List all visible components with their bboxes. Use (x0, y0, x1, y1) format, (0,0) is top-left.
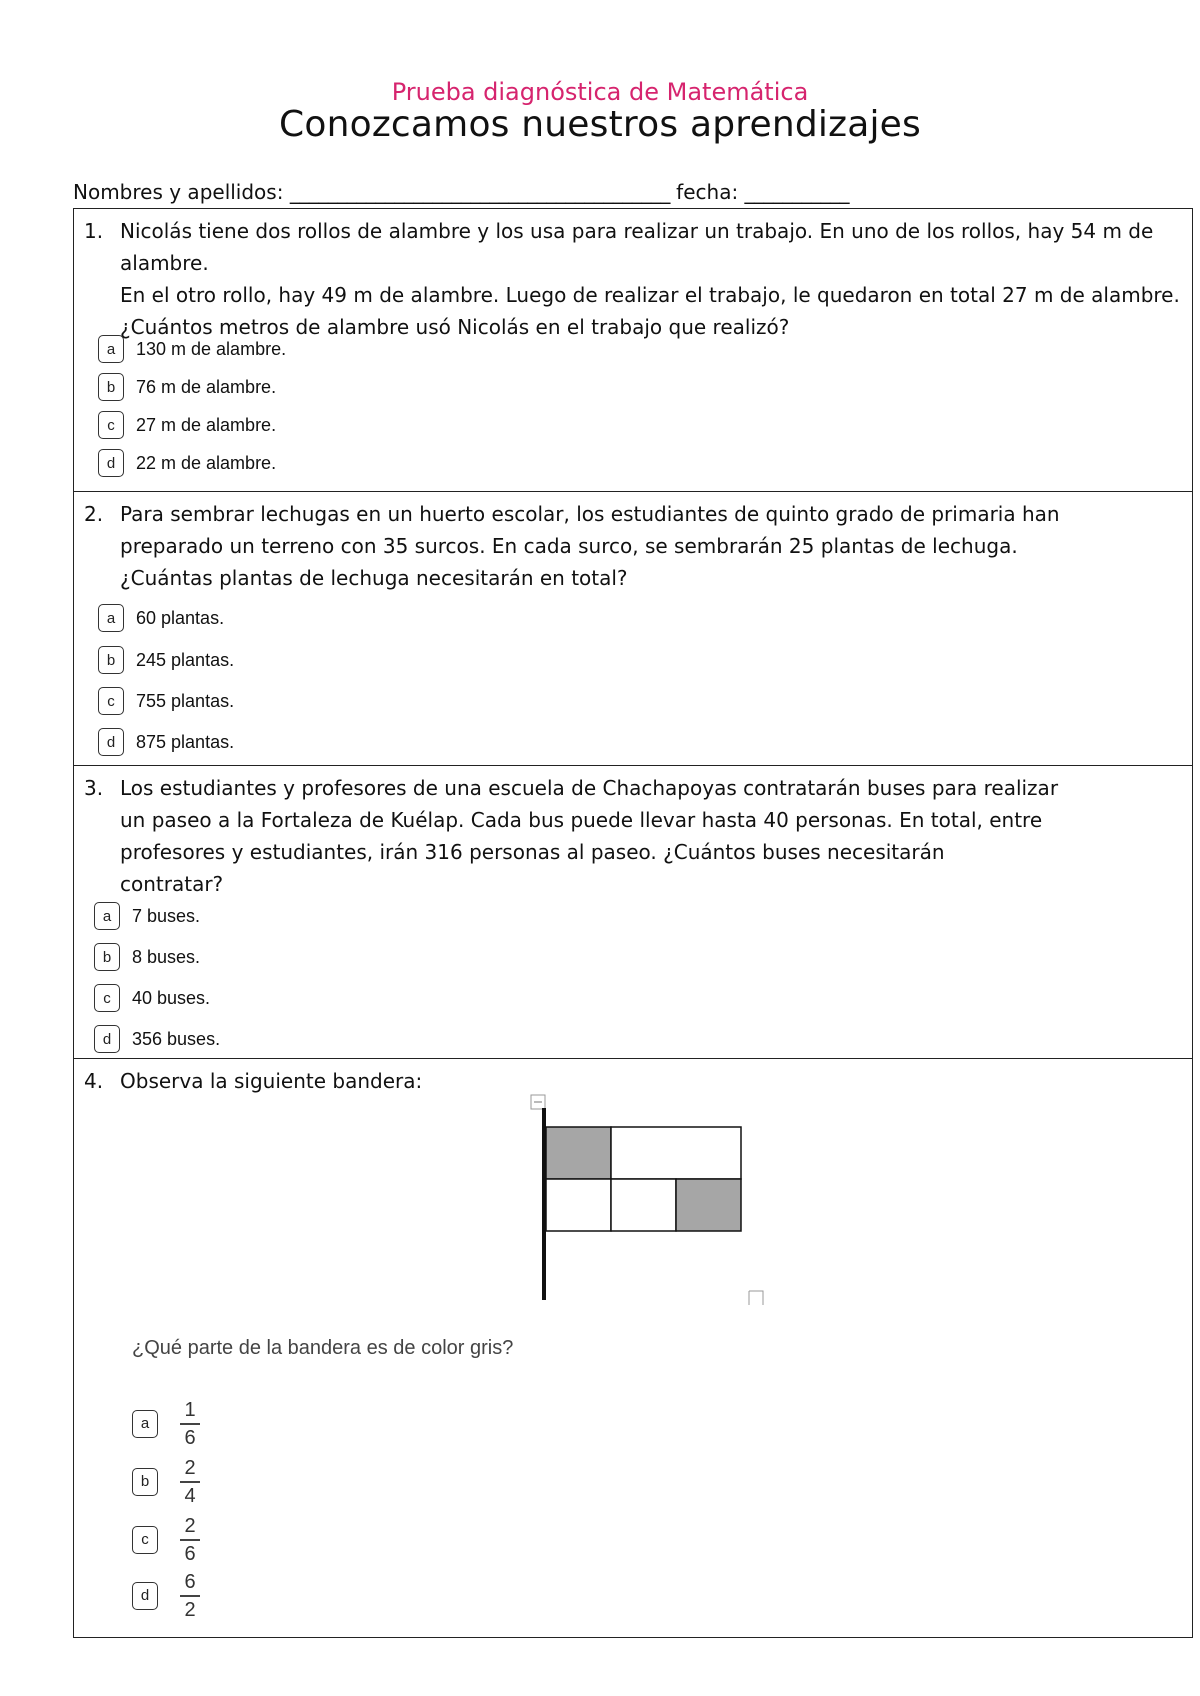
option-b[interactable] (98, 646, 234, 674)
question-line: Observa la siguiente bandera: (120, 1069, 423, 1093)
option-letter: d (94, 1025, 120, 1053)
question-line: En el otro rollo, hay 49 m de alambre. Luego de realizar el trabajo, le quedaron en total 27 m de alambre. (120, 283, 1180, 307)
option-d[interactable] (94, 1025, 220, 1053)
option-text: 875 plantas. (136, 731, 235, 752)
resize-handle-icon[interactable] (749, 1291, 763, 1305)
option-c[interactable] (98, 411, 276, 439)
question-text (120, 1065, 422, 1097)
option-text: 60 plantas. (136, 607, 225, 628)
option-a[interactable] (98, 604, 224, 632)
option-text: 40 buses. (132, 987, 211, 1008)
option-letter: b (98, 373, 124, 401)
option-c[interactable] (98, 687, 234, 715)
numerator: 2 (184, 1457, 196, 1479)
flag-cell-white (546, 1179, 611, 1231)
flag-cell-white (611, 1127, 741, 1179)
option-letter: a (132, 1410, 158, 1438)
question-text (120, 215, 1192, 343)
question-line: Nicolás tiene dos rollos de alambre y los usa para realizar un trabajo. En uno de los rollos, hay 54 m de alambre. (120, 219, 1154, 275)
option-d[interactable] (98, 728, 234, 756)
option-a[interactable] (98, 335, 286, 363)
option-text: 755 plantas. (136, 690, 235, 711)
option-letter: a (98, 604, 124, 632)
option-b[interactable] (132, 1455, 200, 1509)
name-blank[interactable]: ________________________________________ (289, 180, 670, 204)
test-title: Conozcamos nuestros aprendizajes (279, 104, 921, 145)
option-text: 245 plantas. (136, 649, 235, 670)
option-text: 27 m de alambre. (136, 414, 277, 435)
option-c[interactable] (94, 984, 210, 1012)
option-text: 8 buses. (132, 946, 201, 967)
denominator: 6 (184, 1542, 196, 1565)
question-number: 4. (84, 1069, 104, 1093)
flag-question: ¿Qué parte de la bandera es de color gris? (132, 1337, 514, 1359)
option-b[interactable] (94, 943, 200, 971)
option-c[interactable] (132, 1513, 200, 1567)
option-letter: d (98, 449, 124, 477)
option-text: 7 buses. (132, 905, 201, 926)
flag-cell-gray (546, 1127, 611, 1179)
question-text (120, 772, 1058, 900)
flag-cell-gray (676, 1179, 741, 1231)
numerator: 1 (184, 1399, 196, 1421)
question-line: Para sembrar lechugas en un huerto escolar, los estudiantes de quinto grado de primaria han (120, 502, 1060, 526)
question-2 (73, 491, 1193, 766)
option-letter: d (98, 728, 124, 756)
option-letter: c (132, 1526, 158, 1554)
question-line: un paseo a la Fortaleza de Kuélap. Cada bus puede llevar hasta 40 personas. En total, entre (120, 808, 1043, 832)
option-letter: b (98, 646, 124, 674)
denominator: 6 (184, 1426, 196, 1449)
question-number: 2. (84, 502, 104, 526)
name-label: Nombres y apellidos: (73, 180, 284, 204)
option-letter: c (98, 687, 124, 715)
option-letter: a (98, 335, 124, 363)
fraction (180, 1455, 200, 1509)
fraction (180, 1397, 200, 1451)
date-label: fecha: (676, 180, 739, 204)
question-number: 3. (84, 776, 104, 800)
question-line: Los estudiantes y profesores de una escuela de Chachapoyas contratarán buses para realizar (120, 776, 1059, 800)
question-line: ¿Cuántas plantas de lechuga necesitarán en total? (120, 566, 628, 590)
option-letter: d (132, 1582, 158, 1610)
question-3 (73, 765, 1193, 1059)
question-1 (73, 208, 1193, 492)
denominator: 2 (184, 1598, 196, 1621)
option-letter: a (94, 902, 120, 930)
option-text: 356 buses. (132, 1028, 221, 1049)
option-text: 130 m de alambre. (136, 338, 287, 359)
numerator: 2 (184, 1515, 196, 1537)
option-b[interactable] (98, 373, 276, 401)
question-line: ¿Cuántos metros de alambre usó Nicolás en el trabajo que realizó? (120, 315, 790, 339)
question-4 (73, 1058, 1193, 1638)
flag-figure (524, 1089, 784, 1309)
option-letter: c (94, 984, 120, 1012)
fraction (180, 1513, 200, 1567)
option-text: 76 m de alambre. (136, 376, 277, 397)
denominator: 4 (184, 1484, 196, 1507)
numerator: 6 (184, 1571, 196, 1593)
option-text: 22 m de alambre. (136, 452, 277, 473)
student-info-line (73, 180, 1123, 204)
test-subtitle: Prueba diagnóstica de Matemática (391, 78, 809, 106)
question-number: 1. (84, 219, 104, 243)
option-d[interactable] (98, 449, 276, 477)
option-a[interactable] (132, 1397, 200, 1451)
option-d[interactable] (132, 1569, 200, 1623)
fraction (180, 1569, 200, 1623)
question-line: contratar? (120, 872, 224, 896)
option-letter: c (98, 411, 124, 439)
option-letter: b (132, 1468, 158, 1496)
option-a[interactable] (94, 902, 200, 930)
option-letter: b (94, 943, 120, 971)
date-blank[interactable]: ___________ (744, 180, 850, 204)
question-text (120, 498, 1060, 594)
flag-cell-white (611, 1179, 676, 1231)
question-line: preparado un terreno con 35 surcos. En cada surco, se sembrarán 25 plantas de lechuga. (120, 534, 1018, 558)
question-line: profesores y estudiantes, irán 316 personas al paseo. ¿Cuántos buses necesitarán (120, 840, 945, 864)
